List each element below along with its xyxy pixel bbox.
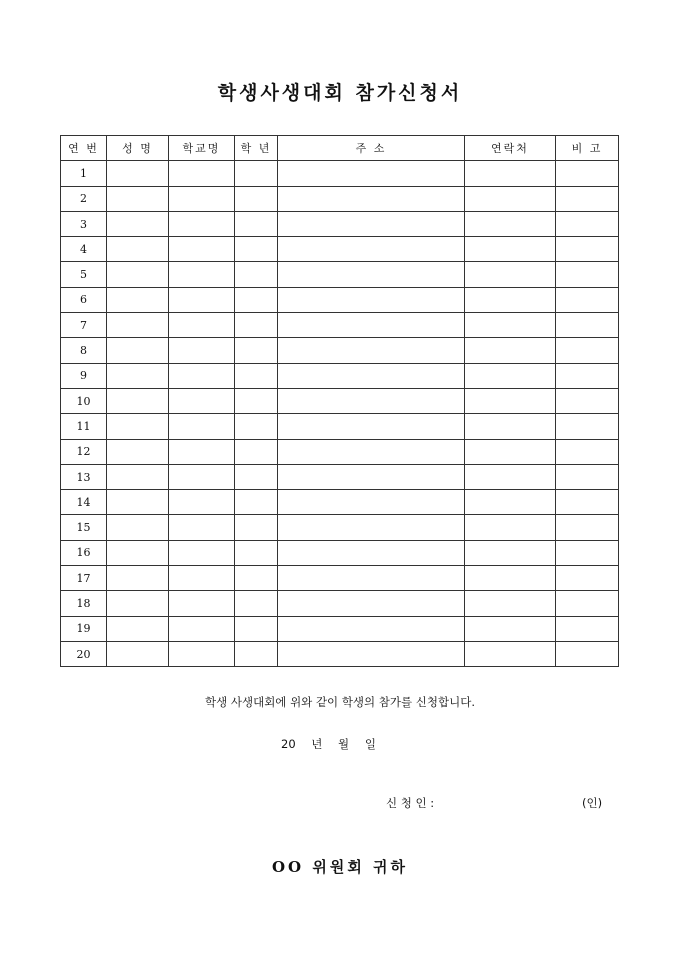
school-cell[interactable] (169, 414, 235, 439)
serial-number-cell: 6 (61, 287, 107, 312)
serial-number-cell: 8 (61, 338, 107, 363)
name-cell[interactable] (107, 515, 169, 540)
school-cell[interactable] (169, 591, 235, 616)
table-row (61, 566, 619, 591)
contact-cell[interactable] (465, 414, 556, 439)
grade-cell[interactable] (235, 591, 278, 616)
address-cell[interactable] (278, 363, 465, 388)
contact-cell[interactable] (465, 490, 556, 515)
name-cell[interactable] (107, 388, 169, 413)
remarks-cell[interactable] (556, 490, 619, 515)
remarks-cell[interactable] (556, 313, 619, 338)
name-cell[interactable] (107, 540, 169, 565)
address-cell[interactable] (278, 262, 465, 287)
remarks-cell[interactable] (556, 566, 619, 591)
address-cell[interactable] (278, 186, 465, 211)
remarks-cell[interactable] (556, 262, 619, 287)
name-cell[interactable] (107, 338, 169, 363)
contact-cell[interactable] (465, 591, 556, 616)
applicant-label: 신 청 인 : (386, 796, 435, 810)
table-row (61, 262, 619, 287)
school-cell[interactable] (169, 237, 235, 262)
contact-cell[interactable] (465, 363, 556, 388)
serial-number-cell: 9 (61, 363, 107, 388)
address-cell[interactable] (278, 388, 465, 413)
name-cell[interactable] (107, 439, 169, 464)
school-cell[interactable] (169, 338, 235, 363)
address-cell[interactable] (278, 161, 465, 186)
participant-table (60, 135, 619, 667)
table-row (61, 414, 619, 439)
table-row (61, 515, 619, 540)
serial-number-cell: 16 (61, 540, 107, 565)
address-cell[interactable] (278, 313, 465, 338)
address-cell[interactable] (278, 287, 465, 312)
remarks-cell[interactable] (556, 540, 619, 565)
name-cell[interactable] (107, 313, 169, 338)
serial-number-cell: 7 (61, 313, 107, 338)
contact-cell[interactable] (465, 211, 556, 236)
school-cell[interactable] (169, 641, 235, 666)
address-cell[interactable] (278, 515, 465, 540)
table-row (61, 211, 619, 236)
serial-number-cell: 4 (61, 237, 107, 262)
contact-cell[interactable] (465, 338, 556, 363)
remarks-cell[interactable] (556, 464, 619, 489)
header-serial: 연 번 (61, 136, 107, 161)
contact-cell[interactable] (465, 464, 556, 489)
remarks-cell[interactable] (556, 439, 619, 464)
table-row (61, 439, 619, 464)
serial-number-cell: 20 (61, 641, 107, 666)
grade-cell[interactable] (235, 211, 278, 236)
contact-cell[interactable] (465, 287, 556, 312)
name-cell[interactable] (107, 616, 169, 641)
remarks-cell[interactable] (556, 161, 619, 186)
school-cell[interactable] (169, 186, 235, 211)
grade-cell[interactable] (235, 616, 278, 641)
remarks-cell[interactable] (556, 414, 619, 439)
grade-cell[interactable] (235, 414, 278, 439)
school-cell[interactable] (169, 515, 235, 540)
table-row (61, 237, 619, 262)
table-row (61, 287, 619, 312)
contact-cell[interactable] (465, 237, 556, 262)
grade-cell[interactable] (235, 262, 278, 287)
address-cell[interactable] (278, 237, 465, 262)
table-row (61, 363, 619, 388)
serial-number-cell: 15 (61, 515, 107, 540)
school-cell[interactable] (169, 287, 235, 312)
contact-cell[interactable] (465, 313, 556, 338)
application-statement: 학생 사생대회에 위와 같이 학생의 참가를 신청합니다. (205, 695, 475, 709)
contact-cell[interactable] (465, 262, 556, 287)
school-cell[interactable] (169, 540, 235, 565)
serial-number-cell: 12 (61, 439, 107, 464)
header-address: 주 소 (278, 136, 465, 161)
name-cell[interactable] (107, 161, 169, 186)
serial-number-cell: 19 (61, 616, 107, 641)
grade-cell[interactable] (235, 566, 278, 591)
name-cell[interactable] (107, 464, 169, 489)
table-row (61, 338, 619, 363)
grade-cell[interactable] (235, 388, 278, 413)
grade-cell[interactable] (235, 186, 278, 211)
remarks-cell[interactable] (556, 211, 619, 236)
school-cell[interactable] (169, 211, 235, 236)
grade-cell[interactable] (235, 161, 278, 186)
name-cell[interactable] (107, 262, 169, 287)
address-cell[interactable] (278, 338, 465, 363)
address-cell[interactable] (278, 616, 465, 641)
table-row (61, 540, 619, 565)
remarks-cell[interactable] (556, 287, 619, 312)
grade-cell[interactable] (235, 490, 278, 515)
remarks-cell[interactable] (556, 641, 619, 666)
contact-cell[interactable] (465, 540, 556, 565)
remarks-cell[interactable] (556, 363, 619, 388)
remarks-cell[interactable] (556, 237, 619, 262)
grade-cell[interactable] (235, 363, 278, 388)
serial-number-cell: 5 (61, 262, 107, 287)
table-row (61, 313, 619, 338)
remarks-cell[interactable] (556, 338, 619, 363)
address-cell[interactable] (278, 414, 465, 439)
name-cell[interactable] (107, 186, 169, 211)
address-cell[interactable] (278, 490, 465, 515)
address-cell[interactable] (278, 591, 465, 616)
name-cell[interactable] (107, 211, 169, 236)
contact-cell[interactable] (465, 641, 556, 666)
grade-cell[interactable] (235, 641, 278, 666)
contact-cell[interactable] (465, 515, 556, 540)
name-cell[interactable] (107, 641, 169, 666)
serial-number-cell: 3 (61, 211, 107, 236)
serial-number-cell: 2 (61, 186, 107, 211)
grade-cell[interactable] (235, 439, 278, 464)
contact-cell[interactable] (465, 161, 556, 186)
school-cell[interactable] (169, 313, 235, 338)
address-cell[interactable] (278, 641, 465, 666)
serial-number-cell: 10 (61, 388, 107, 413)
address-cell[interactable] (278, 464, 465, 489)
school-cell[interactable] (169, 566, 235, 591)
name-cell[interactable] (107, 287, 169, 312)
address-cell[interactable] (278, 540, 465, 565)
table-row (61, 464, 619, 489)
header-name: 성 명 (107, 136, 169, 161)
table-row (61, 186, 619, 211)
table-row (61, 641, 619, 666)
school-cell[interactable] (169, 464, 235, 489)
contact-cell[interactable] (465, 566, 556, 591)
name-cell[interactable] (107, 566, 169, 591)
grade-cell[interactable] (235, 237, 278, 262)
school-cell[interactable] (169, 616, 235, 641)
school-cell[interactable] (169, 388, 235, 413)
address-cell[interactable] (278, 566, 465, 591)
table-row (61, 591, 619, 616)
table-row (61, 161, 619, 186)
school-cell[interactable] (169, 363, 235, 388)
address-cell[interactable] (278, 439, 465, 464)
table-row (61, 388, 619, 413)
serial-number-cell: 14 (61, 490, 107, 515)
grade-cell[interactable] (235, 313, 278, 338)
name-cell[interactable] (107, 490, 169, 515)
grade-cell[interactable] (235, 287, 278, 312)
school-cell[interactable] (169, 262, 235, 287)
table-row (61, 490, 619, 515)
address-cell[interactable] (278, 211, 465, 236)
recipient-line: OO 위원회 귀하 (271, 858, 409, 876)
seal-label: (인) (582, 796, 603, 810)
date-line: 20 년 월 일 (281, 737, 376, 751)
school-cell[interactable] (169, 490, 235, 515)
contact-cell[interactable] (465, 439, 556, 464)
contact-cell[interactable] (465, 616, 556, 641)
contact-cell[interactable] (465, 186, 556, 211)
table-header-row (61, 136, 619, 161)
grade-cell[interactable] (235, 338, 278, 363)
serial-number-cell: 11 (61, 414, 107, 439)
header-school: 학교명 (169, 136, 235, 161)
header-grade: 학 년 (235, 136, 278, 161)
serial-number-cell: 13 (61, 464, 107, 489)
name-cell[interactable] (107, 591, 169, 616)
contact-cell[interactable] (465, 388, 556, 413)
remarks-cell[interactable] (556, 515, 619, 540)
serial-number-cell: 1 (61, 161, 107, 186)
grade-cell[interactable] (235, 515, 278, 540)
table-row (61, 616, 619, 641)
serial-number-cell: 17 (61, 566, 107, 591)
school-cell[interactable] (169, 439, 235, 464)
name-cell[interactable] (107, 237, 169, 262)
serial-number-cell: 18 (61, 591, 107, 616)
grade-cell[interactable] (235, 464, 278, 489)
name-cell[interactable] (107, 363, 169, 388)
remarks-cell[interactable] (556, 616, 619, 641)
school-cell[interactable] (169, 161, 235, 186)
remarks-cell[interactable] (556, 591, 619, 616)
header-contact: 연락처 (465, 136, 556, 161)
name-cell[interactable] (107, 414, 169, 439)
grade-cell[interactable] (235, 540, 278, 565)
form-title: 학생사생대회 참가신청서 (217, 82, 463, 104)
header-remarks: 비 고 (556, 136, 619, 161)
remarks-cell[interactable] (556, 186, 619, 211)
remarks-cell[interactable] (556, 388, 619, 413)
